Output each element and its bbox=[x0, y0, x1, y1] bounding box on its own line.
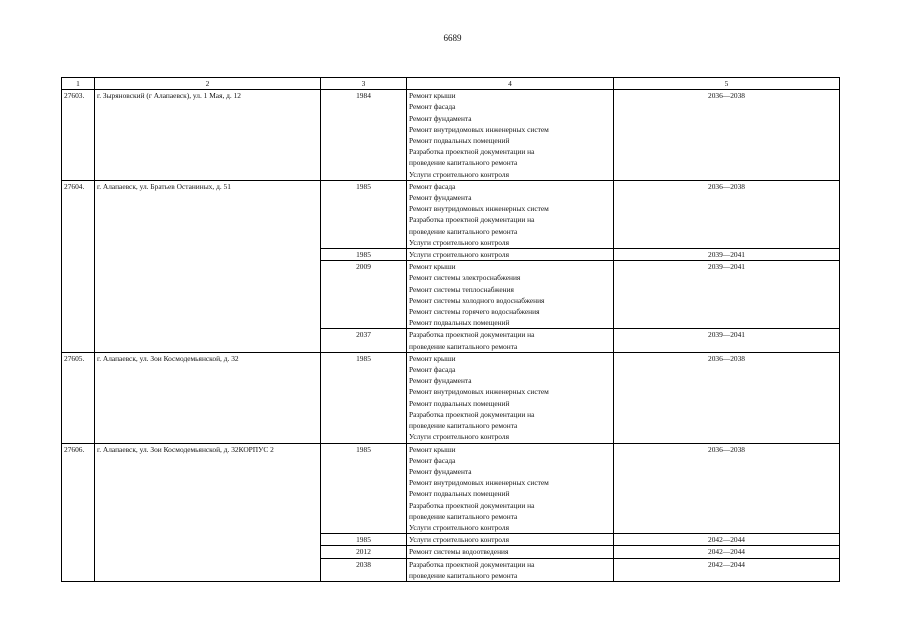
work-item: проведение капитального ремонта bbox=[409, 511, 518, 521]
record-year: 2037 bbox=[321, 329, 407, 352]
column-header-5: 5 bbox=[614, 78, 840, 90]
work-item: Ремонт крыши bbox=[409, 262, 456, 272]
record-year: 2009 bbox=[321, 261, 407, 329]
record-address: г. Алапаевск, ул. Зои Космодемьянской, д. 32 bbox=[95, 352, 321, 443]
record-address: г. Алапаевск, ул. Зои Космодемьянской, д. 32КОРПУС 2 bbox=[95, 443, 321, 581]
work-item: проведение капитального ремонта bbox=[409, 570, 518, 580]
record-number: 27606. bbox=[62, 443, 95, 581]
work-list bbox=[407, 90, 614, 181]
column-header-4: 4 bbox=[407, 78, 614, 90]
table-body bbox=[62, 90, 840, 582]
record-number: 27605. bbox=[62, 352, 95, 443]
column-number-row bbox=[62, 78, 840, 90]
repair-period: 2036—2038 bbox=[614, 352, 840, 443]
record-year: 2038 bbox=[321, 558, 407, 581]
record-year: 1985 bbox=[321, 249, 407, 261]
work-item: Ремонт фундамента bbox=[409, 113, 472, 123]
work-item: Разработка проектной документации на bbox=[409, 409, 535, 419]
repair-period: 2039—2041 bbox=[614, 249, 840, 261]
work-item: Ремонт подвальных помещений bbox=[409, 398, 510, 408]
work-list bbox=[407, 443, 614, 534]
record-year: 2012 bbox=[321, 546, 407, 558]
record-year: 1985 bbox=[321, 352, 407, 443]
work-item: Ремонт фасада bbox=[409, 181, 456, 191]
work-item: Ремонт подвальных помещений bbox=[409, 136, 510, 146]
table-row bbox=[62, 180, 840, 248]
work-item: Услуги строительного контроля bbox=[409, 432, 509, 442]
work-item: Ремонт крыши bbox=[409, 353, 456, 363]
work-item: Ремонт крыши bbox=[409, 444, 456, 454]
work-list bbox=[407, 180, 614, 248]
column-header-1: 1 bbox=[62, 78, 95, 90]
work-item: Ремонт фасада bbox=[409, 365, 456, 375]
work-item: Разработка проектной документации на bbox=[409, 500, 535, 510]
work-item: Ремонт системы водоотведения bbox=[409, 547, 509, 557]
work-item: Разработка проектной документации на bbox=[409, 330, 535, 340]
repair-period: 2042—2044 bbox=[614, 546, 840, 558]
work-item: Разработка проектной документации на bbox=[409, 147, 535, 157]
work-item: Ремонт фундамента bbox=[409, 466, 472, 476]
repair-period: 2039—2041 bbox=[614, 329, 840, 352]
work-item: Ремонт системы теплоснабжения bbox=[409, 284, 514, 294]
work-list bbox=[407, 249, 614, 261]
work-item: Ремонт крыши bbox=[409, 91, 456, 101]
work-item: Ремонт фасада bbox=[409, 455, 456, 465]
record-address: г. Зыряновский (г Алапаевск), ул. 1 Мая, д. 12 bbox=[95, 90, 321, 181]
work-list bbox=[407, 329, 614, 352]
repair-period: 2042—2044 bbox=[614, 558, 840, 581]
work-item: Разработка проектной документации на bbox=[409, 559, 535, 569]
work-item: Услуги строительного контроля bbox=[409, 522, 509, 532]
work-item: Ремонт внутридомовых инженерных систем bbox=[409, 124, 549, 134]
work-item: Ремонт внутридомовых инженерных систем bbox=[409, 204, 549, 214]
work-item: Ремонт фундамента bbox=[409, 376, 472, 386]
column-header-3: 3 bbox=[321, 78, 407, 90]
work-item: Разработка проектной документации на bbox=[409, 215, 535, 225]
work-list bbox=[407, 534, 614, 546]
record-year: 1985 bbox=[321, 443, 407, 534]
work-list bbox=[407, 352, 614, 443]
work-item: проведение капитального ремонта bbox=[409, 226, 518, 236]
repair-period: 2036—2038 bbox=[614, 443, 840, 534]
record-number: 27604. bbox=[62, 180, 95, 352]
work-item: Услуги строительного контроля bbox=[409, 535, 509, 545]
column-header-2: 2 bbox=[95, 78, 321, 90]
work-item: проведение капитального ремонта bbox=[409, 158, 518, 168]
work-item: проведение капитального ремонта bbox=[409, 421, 518, 431]
record-year: 1985 bbox=[321, 180, 407, 248]
repair-schedule-table bbox=[61, 77, 840, 582]
repair-period: 2036—2038 bbox=[614, 90, 840, 181]
work-item: Ремонт подвальных помещений bbox=[409, 489, 510, 499]
repair-period: 2042—2044 bbox=[614, 534, 840, 546]
work-item: Услуги строительного контроля bbox=[409, 169, 509, 179]
work-item: Ремонт системы электроснабжения bbox=[409, 273, 521, 283]
work-list bbox=[407, 261, 614, 329]
table-row bbox=[62, 443, 840, 534]
work-item: Ремонт подвальных помещений bbox=[409, 318, 510, 328]
record-number: 27603. bbox=[62, 90, 95, 181]
repair-period: 2036—2038 bbox=[614, 180, 840, 248]
record-address: г. Алапаевск, ул. Братьев Останиных, д. 51 bbox=[95, 180, 321, 352]
table-row bbox=[62, 352, 840, 443]
record-year: 1984 bbox=[321, 90, 407, 181]
work-item: Ремонт фасада bbox=[409, 102, 456, 112]
repair-period: 2039—2041 bbox=[614, 261, 840, 329]
work-list bbox=[407, 546, 614, 558]
work-item: проведение капитального ремонта bbox=[409, 341, 518, 351]
record-year: 1985 bbox=[321, 534, 407, 546]
page-number: 6689 bbox=[443, 33, 462, 43]
work-item: Ремонт системы горячего водоснабжения bbox=[409, 307, 540, 317]
work-item: Ремонт внутридомовых инженерных систем bbox=[409, 387, 549, 397]
work-item: Услуги строительного контроля bbox=[409, 250, 509, 260]
work-item: Ремонт системы холодного водоснабжения bbox=[409, 295, 545, 305]
work-item: Ремонт внутридомовых инженерных систем bbox=[409, 478, 549, 488]
work-item: Услуги строительного контроля bbox=[409, 237, 509, 247]
work-list bbox=[407, 558, 614, 581]
work-item: Ремонт фундамента bbox=[409, 193, 472, 203]
table-row bbox=[62, 90, 840, 181]
